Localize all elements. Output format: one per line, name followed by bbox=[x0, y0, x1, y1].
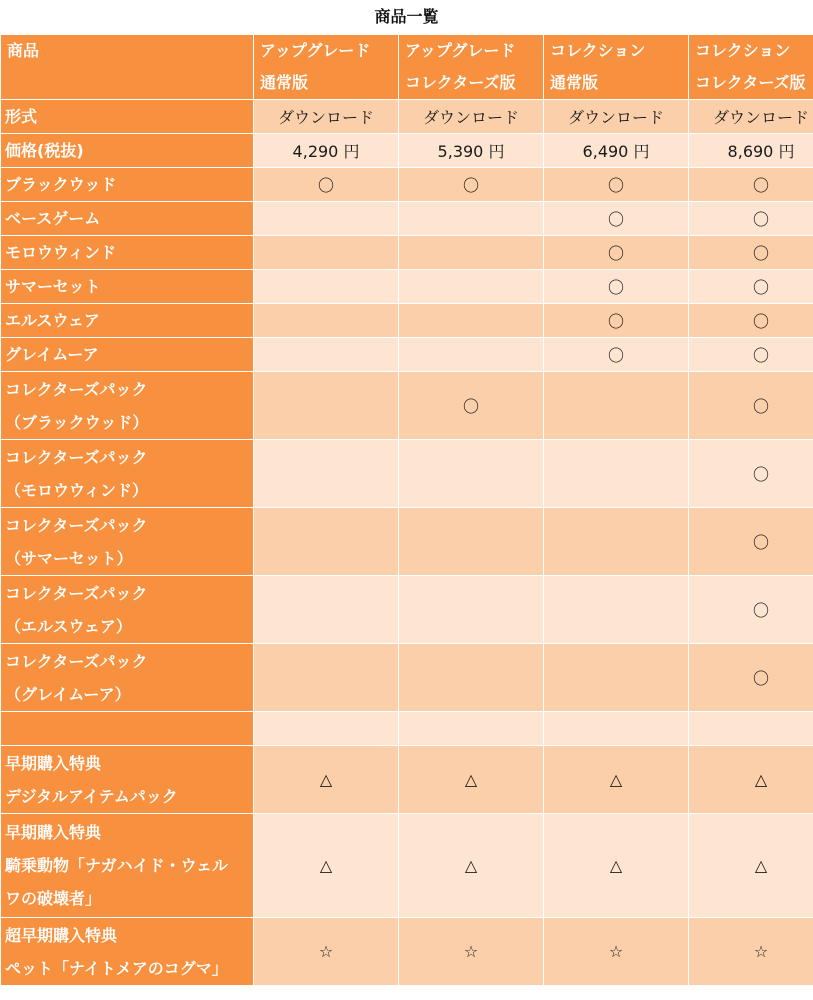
row-label-line: （サマーセット） bbox=[5, 548, 133, 568]
row-label-line: コレクターズパック bbox=[5, 379, 148, 399]
table-cell bbox=[399, 440, 544, 508]
column-header: アップグレード 通常版 bbox=[254, 35, 399, 100]
row-label-line: エルスウェア bbox=[5, 311, 100, 330]
table-cell: ☆ bbox=[254, 918, 399, 986]
row-label-line: ペット「ナイトメアのコグマ」 bbox=[5, 958, 228, 978]
table-row bbox=[1, 440, 813, 508]
row-label bbox=[1, 270, 254, 304]
table-cell: 〇 bbox=[689, 338, 813, 372]
table-cell bbox=[544, 644, 689, 712]
table-cell: 〇 bbox=[544, 304, 689, 338]
table-cell bbox=[689, 712, 813, 746]
column-header: アップグレード コレクターズ版 bbox=[399, 35, 544, 100]
row-label bbox=[1, 372, 254, 440]
row-label-line: ベースゲーム bbox=[5, 209, 101, 228]
table-cell bbox=[544, 440, 689, 508]
column-header: コレクション コレクターズ版 bbox=[689, 35, 813, 100]
table-cell: 〇 bbox=[544, 270, 689, 304]
table-cell bbox=[254, 644, 399, 712]
page-title: 商品一覧 bbox=[0, 0, 813, 34]
table-cell: 〇 bbox=[689, 576, 813, 644]
row-label-line: グレイムーア bbox=[5, 345, 99, 364]
table-cell bbox=[254, 440, 399, 508]
table-cell: ☆ bbox=[689, 918, 813, 986]
table-cell: 〇 bbox=[689, 168, 813, 202]
row-label-line: 早期購入特典 bbox=[5, 753, 102, 773]
row-label bbox=[1, 508, 254, 576]
table-row bbox=[1, 304, 813, 338]
table-cell: 〇 bbox=[689, 270, 813, 304]
row-label-line: 価格(税抜) bbox=[5, 141, 84, 160]
row-label bbox=[1, 576, 254, 644]
table-cell: 〇 bbox=[399, 372, 544, 440]
table-cell: 〇 bbox=[399, 168, 544, 202]
table-cell: △ bbox=[254, 746, 399, 814]
table-cell: △ bbox=[254, 814, 399, 918]
row-label bbox=[1, 746, 254, 814]
table-cell: 4,290 円 bbox=[254, 134, 399, 168]
table-cell bbox=[399, 236, 544, 270]
table-cell bbox=[399, 304, 544, 338]
table-cell bbox=[399, 576, 544, 644]
table-cell: 〇 bbox=[254, 168, 399, 202]
row-label bbox=[1, 918, 254, 986]
table-row bbox=[1, 168, 813, 202]
table-cell bbox=[399, 712, 544, 746]
table-cell: 〇 bbox=[544, 168, 689, 202]
row-label-line: （グレイムーア） bbox=[5, 684, 131, 704]
table-cell bbox=[254, 338, 399, 372]
row-label-line: （モロウウィンド） bbox=[5, 480, 149, 500]
table-cell bbox=[254, 202, 399, 236]
row-label-line: ブラックウッド bbox=[5, 175, 117, 194]
row-label-line: 騎乗動物「ナガハイド・ウェル bbox=[5, 856, 229, 875]
row-label bbox=[1, 338, 254, 372]
table-cell bbox=[254, 304, 399, 338]
table-cell: 8,690 円 bbox=[689, 134, 813, 168]
row-label bbox=[1, 440, 254, 508]
table-cell: 6,490 円 bbox=[544, 134, 689, 168]
table-cell bbox=[254, 270, 399, 304]
row-label bbox=[1, 202, 254, 236]
table-cell: 〇 bbox=[544, 202, 689, 236]
table-cell bbox=[254, 508, 399, 576]
row-label-line: 超早期購入特典 bbox=[5, 925, 118, 945]
table-cell: △ bbox=[689, 746, 813, 814]
table-cell: 5,390 円 bbox=[399, 134, 544, 168]
table-cell: △ bbox=[399, 814, 544, 918]
table-row bbox=[1, 644, 813, 712]
table-cell: 〇 bbox=[689, 372, 813, 440]
row-label bbox=[1, 236, 254, 270]
table-row bbox=[1, 236, 813, 270]
table-row bbox=[1, 814, 813, 918]
table-cell bbox=[544, 508, 689, 576]
table-cell: 〇 bbox=[544, 338, 689, 372]
table-cell bbox=[399, 270, 544, 304]
table-cell: 〇 bbox=[689, 236, 813, 270]
table-cell: 〇 bbox=[544, 236, 689, 270]
table-row bbox=[1, 202, 813, 236]
table-row bbox=[1, 134, 813, 168]
row-label-line: 早期購入特典 bbox=[5, 823, 102, 842]
row-label-line: （エルスウェア） bbox=[5, 616, 132, 636]
table-cell: △ bbox=[544, 814, 689, 918]
table-row bbox=[1, 372, 813, 440]
product-table bbox=[0, 34, 813, 986]
row-label-line: 形式 bbox=[5, 107, 38, 126]
table-row bbox=[1, 712, 813, 746]
row-label-line: コレクターズパック bbox=[5, 583, 148, 603]
header-row bbox=[1, 35, 813, 100]
table-row bbox=[1, 918, 813, 986]
table-cell bbox=[399, 508, 544, 576]
table-cell: ☆ bbox=[544, 918, 689, 986]
table-row bbox=[1, 338, 813, 372]
row-label bbox=[1, 814, 254, 918]
row-label bbox=[1, 134, 254, 168]
table-cell: 〇 bbox=[689, 304, 813, 338]
row-label-line: コレクターズパック bbox=[5, 651, 148, 671]
table-cell bbox=[544, 576, 689, 644]
row-label bbox=[1, 168, 254, 202]
table-row bbox=[1, 508, 813, 576]
table-cell bbox=[254, 236, 399, 270]
row-label-line: コレクターズパック bbox=[5, 515, 148, 535]
table-cell: △ bbox=[544, 746, 689, 814]
table-cell: ダウンロード bbox=[689, 100, 813, 134]
table-cell: △ bbox=[399, 746, 544, 814]
row-label bbox=[1, 304, 254, 338]
table-cell: 〇 bbox=[689, 644, 813, 712]
table-cell bbox=[399, 202, 544, 236]
row-label bbox=[1, 712, 254, 746]
table-cell bbox=[254, 372, 399, 440]
table-cell: ダウンロード bbox=[544, 100, 689, 134]
table-row bbox=[1, 270, 813, 304]
table-cell bbox=[544, 712, 689, 746]
table-cell: 〇 bbox=[689, 440, 813, 508]
table-cell: ダウンロード bbox=[254, 100, 399, 134]
row-label-line: （ブラックウッド） bbox=[5, 412, 149, 432]
table-cell: 〇 bbox=[689, 508, 813, 576]
table-row bbox=[1, 100, 813, 134]
table-cell: △ bbox=[689, 814, 813, 918]
header-label: 商品 bbox=[1, 35, 254, 100]
table-cell: ダウンロード bbox=[399, 100, 544, 134]
table-cell bbox=[254, 712, 399, 746]
row-label bbox=[1, 644, 254, 712]
table-row bbox=[1, 746, 813, 814]
row-label-line: デジタルアイテムパック bbox=[5, 786, 178, 806]
table-cell bbox=[544, 372, 689, 440]
table-cell bbox=[399, 644, 544, 712]
row-label-line: ワの破壊者」 bbox=[5, 889, 102, 908]
row-label-line: モロウウィンド bbox=[5, 243, 117, 262]
table-cell bbox=[399, 338, 544, 372]
row-label-line: サマーセット bbox=[5, 277, 101, 296]
row-label-line: コレクターズパック bbox=[5, 447, 148, 467]
table-cell bbox=[254, 576, 399, 644]
column-header: コレクション 通常版 bbox=[544, 35, 689, 100]
row-label-line bbox=[5, 712, 249, 745]
row-label bbox=[1, 100, 254, 134]
table-cell: ☆ bbox=[399, 918, 544, 986]
table-row bbox=[1, 576, 813, 644]
table-cell: 〇 bbox=[689, 202, 813, 236]
